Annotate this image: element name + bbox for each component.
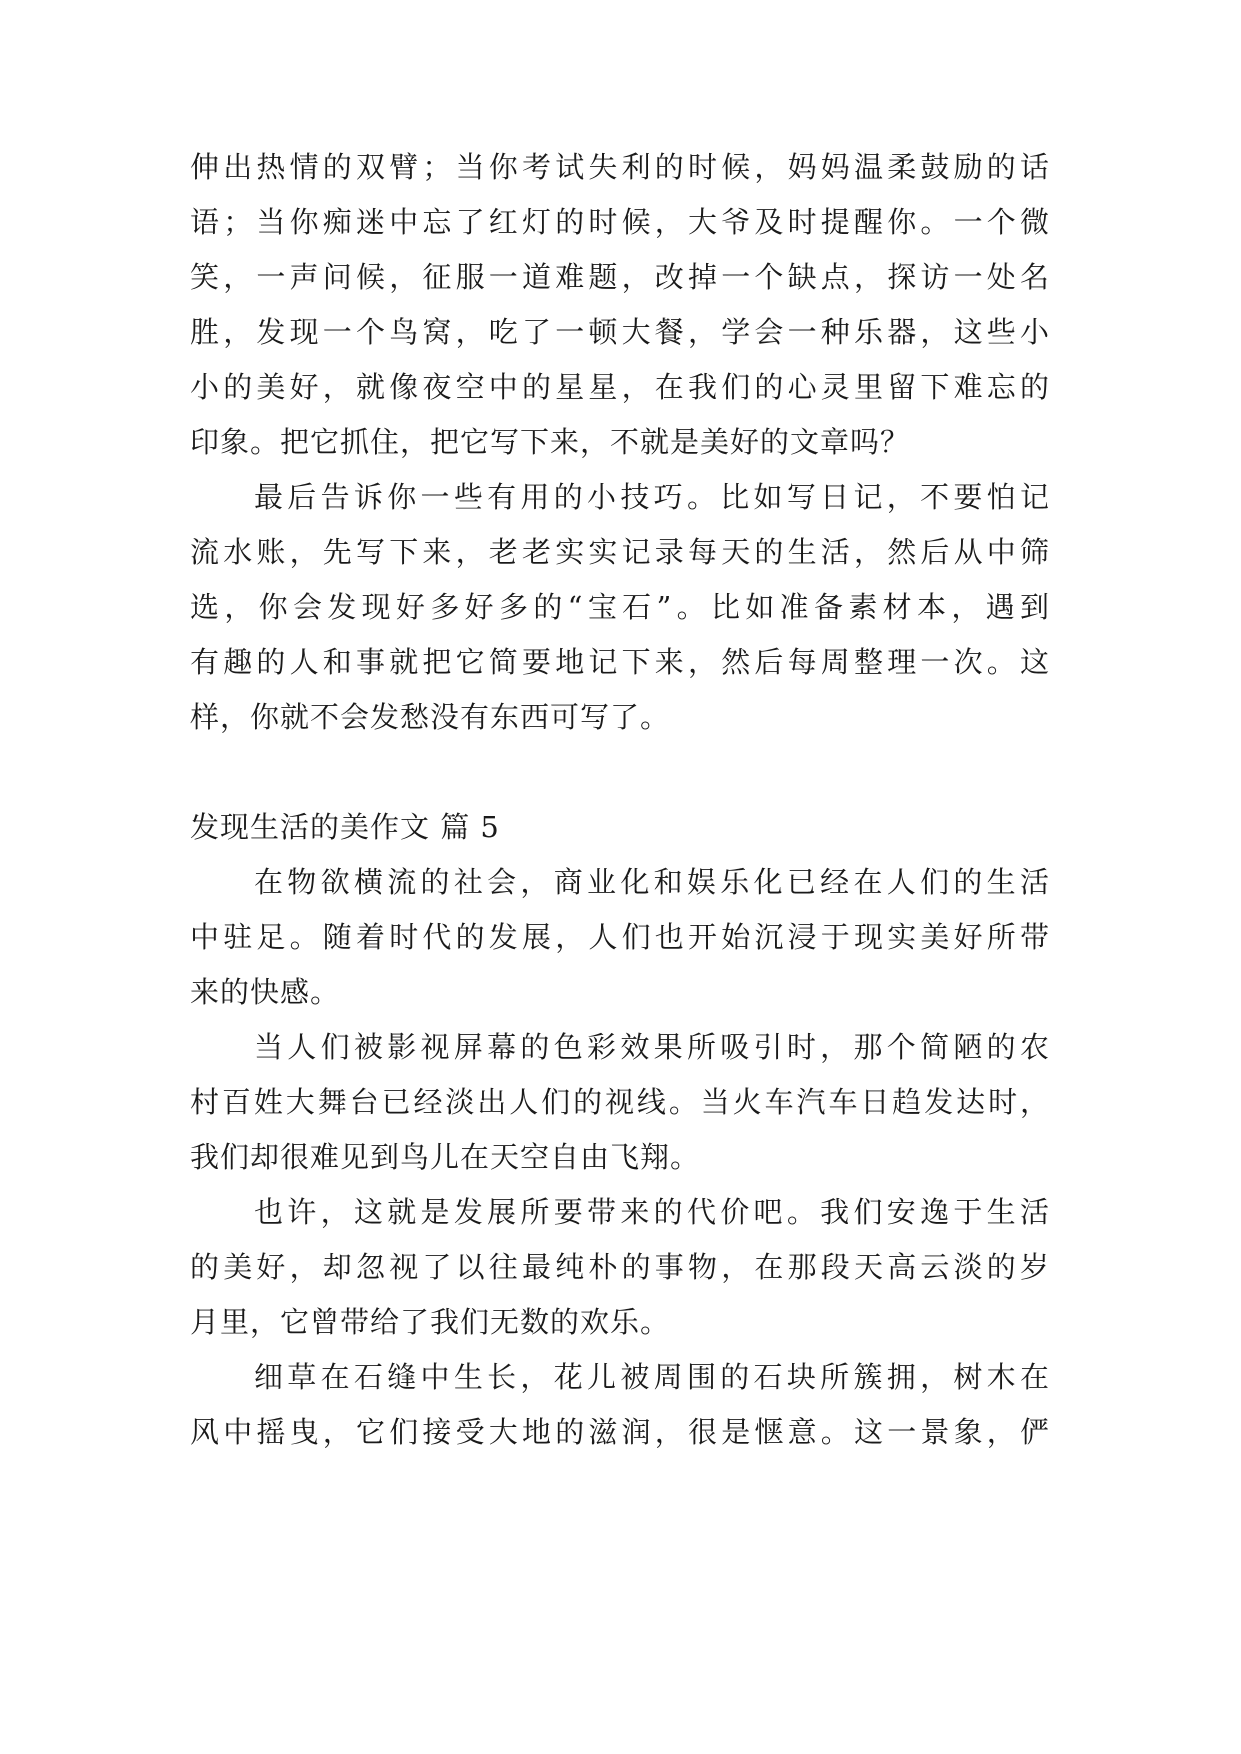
paragraph-line: 当人们被影视屏幕的色彩效果所吸引时，那个简陋的农 xyxy=(254,1030,1050,1064)
paragraph-line: 村百姓大舞台已经淡出人们的视线。当火车汽车日趋发达时， xyxy=(190,1085,1050,1119)
paragraph-line: 也许，这就是发展所要带来的代价吧。我们安逸于生活 xyxy=(254,1195,1050,1229)
paragraph-line: 胜，发现一个鸟窝，吃了一顿大餐，学会一种乐器，这些小 xyxy=(190,315,1050,349)
paragraph-line: 印象。把它抓住，把它写下来，不就是美好的文章吗？ xyxy=(190,425,911,459)
paragraph-line: 伸出热情的双臂；当你考试失利的时候，妈妈温柔鼓励的话 xyxy=(190,150,1050,184)
paragraph-line: 样，你就不会发愁没有东西可写了。 xyxy=(190,700,671,734)
paragraph-line: 细草在石缝中生长，花儿被周围的石块所簇拥，树木在 xyxy=(254,1360,1050,1394)
paragraph-line: 有趣的人和事就把它简要地记下来，然后每周整理一次。这 xyxy=(190,645,1050,679)
paragraph-line: 在物欲横流的社会，商业化和娱乐化已经在人们的生活 xyxy=(254,865,1050,899)
paragraph-line: 风中摇曳，它们接受大地的滋润，很是惬意。这一景象，俨 xyxy=(190,1415,1050,1449)
paragraph-line: 笑，一声问候，征服一道难题，改掉一个缺点，探访一处名 xyxy=(190,260,1050,294)
section-heading: 发现生活的美作文 篇 5 xyxy=(190,810,500,844)
paragraph-line: 小的美好，就像夜空中的星星，在我们的心灵里留下难忘的 xyxy=(190,370,1050,404)
paragraph-line: 我们却很难见到鸟儿在天空自由飞翔。 xyxy=(190,1140,701,1174)
paragraph-line: 的美好，却忽视了以往最纯朴的事物，在那段天高云淡的岁 xyxy=(190,1250,1050,1284)
paragraph-line: 来的快感。 xyxy=(190,975,341,1009)
paragraph-line: 流水账，先写下来，老老实实记录每天的生活，然后从中筛 xyxy=(190,535,1050,569)
paragraph-line: 中驻足。随着时代的发展，人们也开始沉浸于现实美好所带 xyxy=(190,920,1050,954)
paragraph-line: 选，你会发现好多好多的“宝石”。比如准备素材本，遇到 xyxy=(190,590,1050,624)
paragraph-line: 月里，它曾带给了我们无数的欢乐。 xyxy=(190,1305,671,1339)
paragraph-line: 语；当你痴迷中忘了红灯的时候，大爷及时提醒你。一个微 xyxy=(190,205,1050,239)
paragraph-line: 最后告诉你一些有用的小技巧。比如写日记，不要怕记 xyxy=(254,480,1050,514)
